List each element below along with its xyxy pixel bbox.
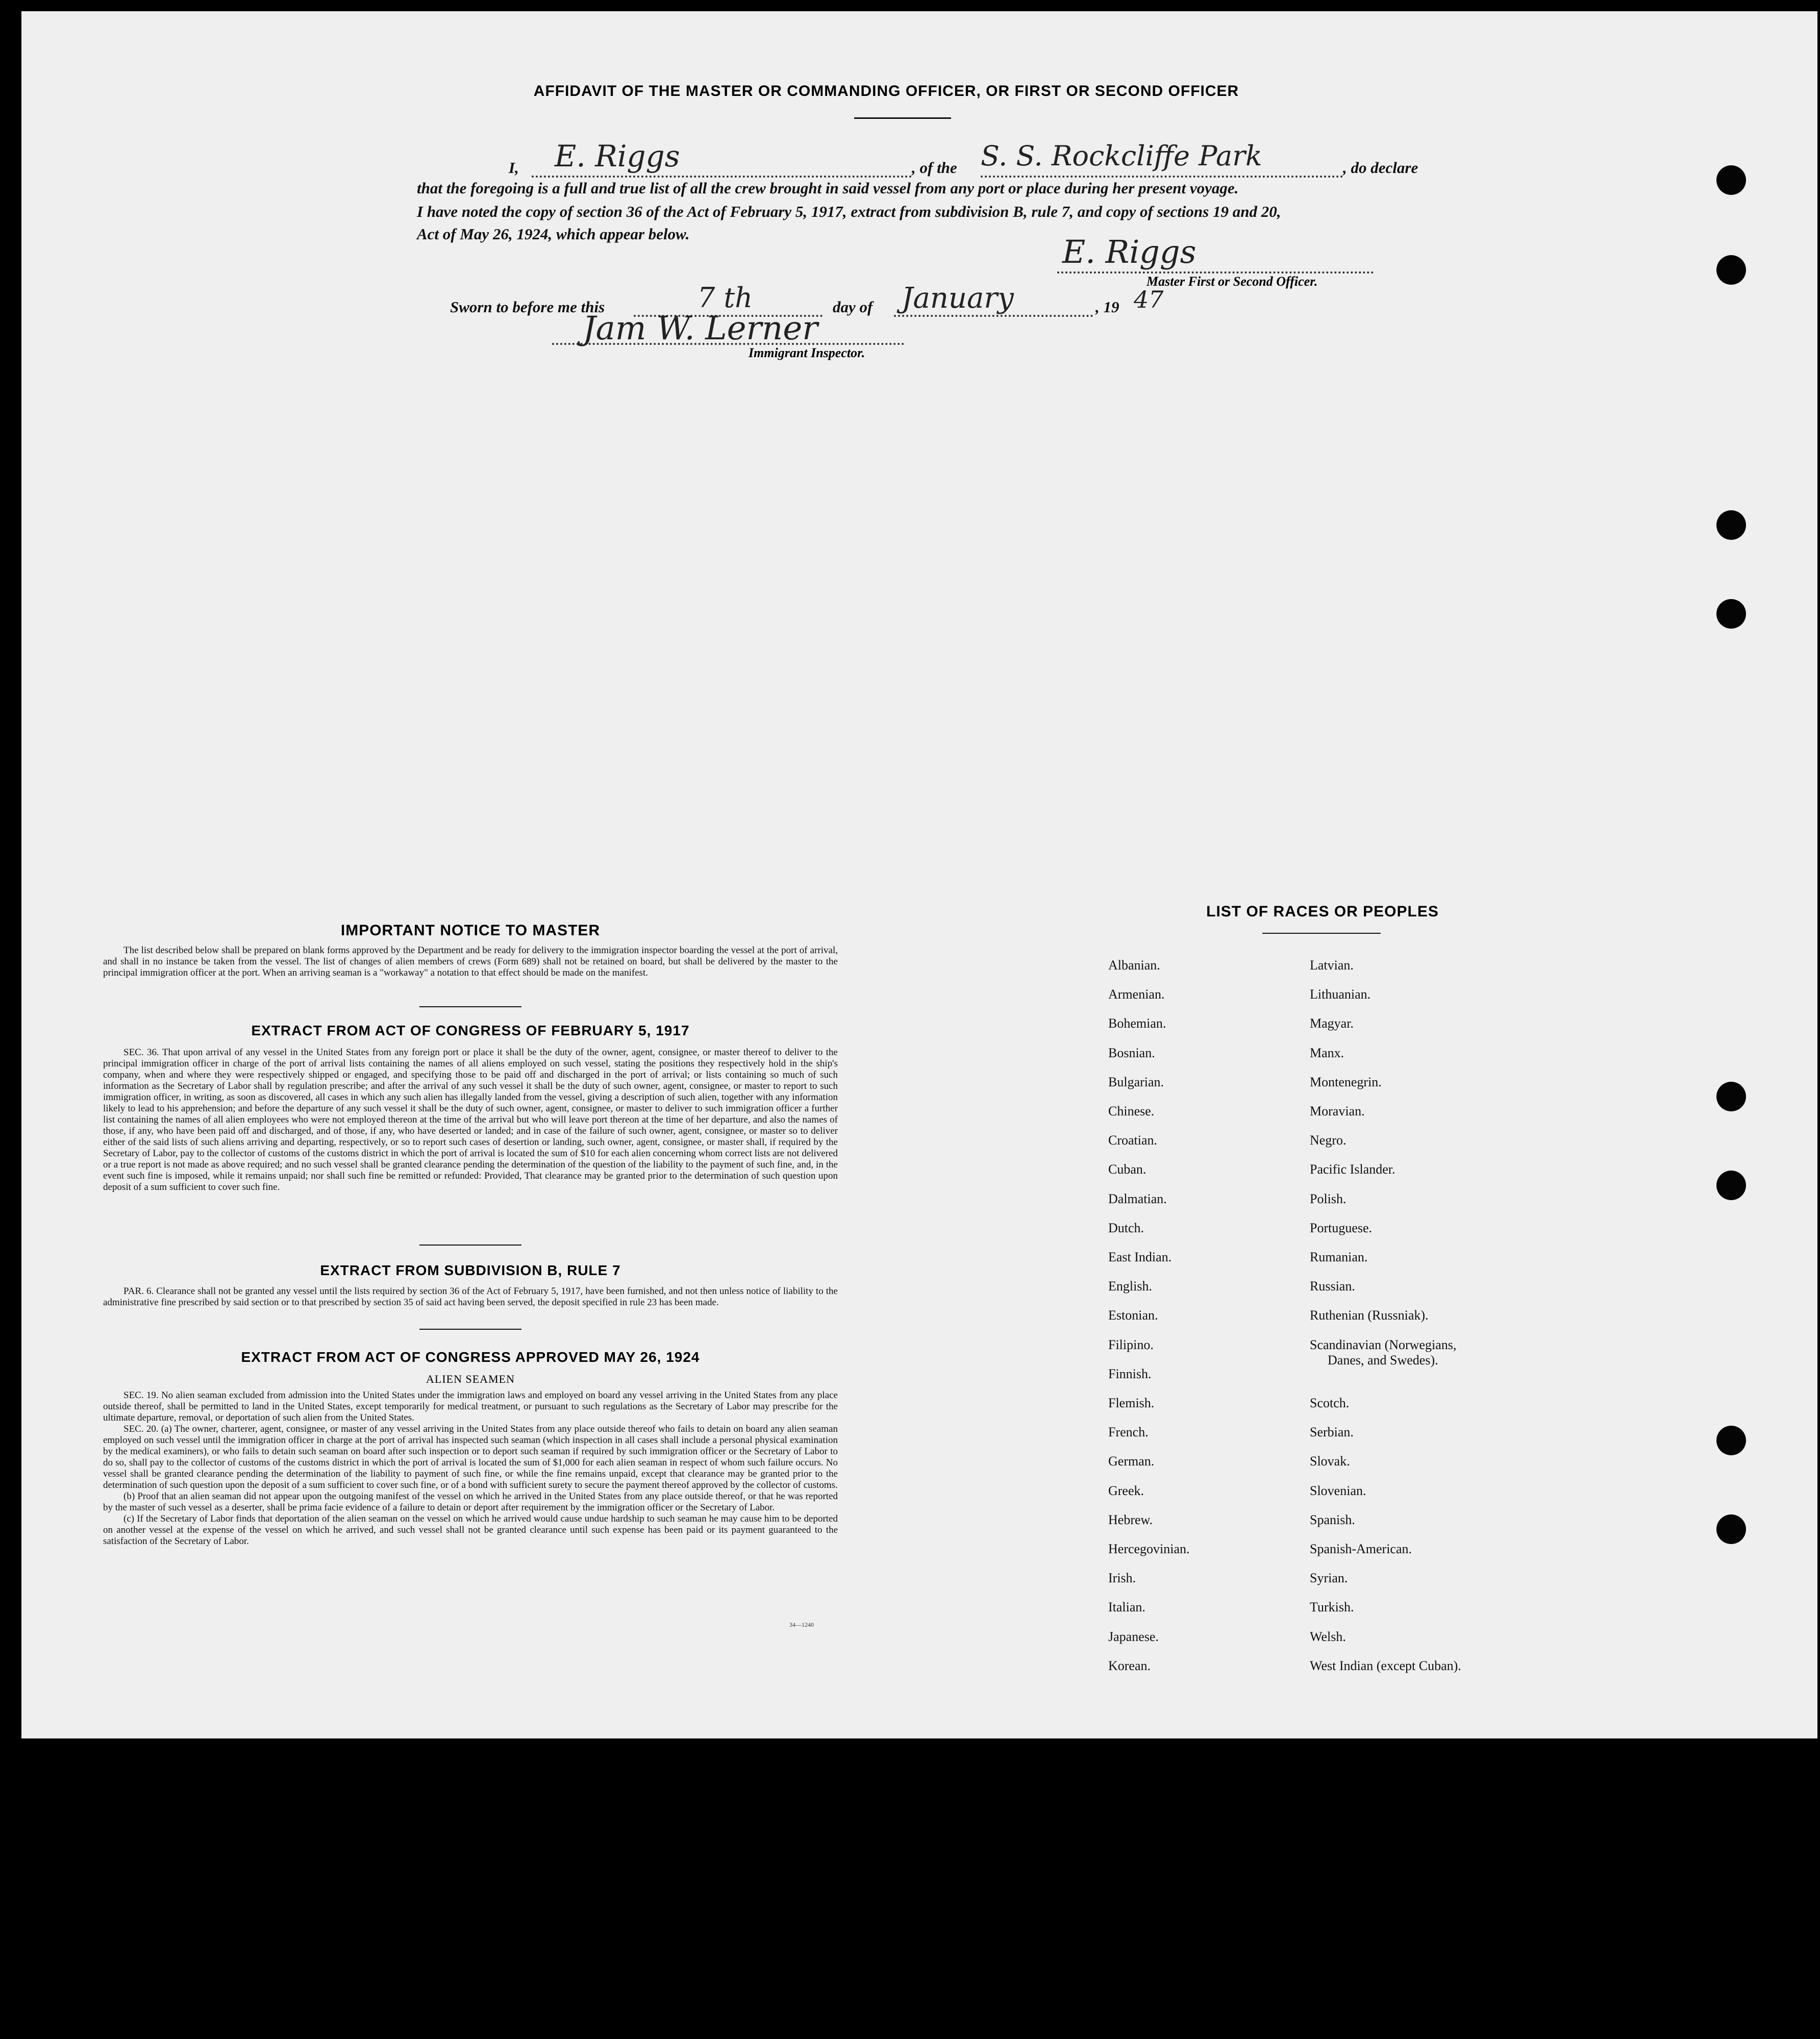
race-item: Manx. [1310, 1045, 1344, 1060]
race-item: Scotch. [1310, 1396, 1350, 1410]
race-item: Japanese. [1108, 1629, 1159, 1644]
race-item: Magyar. [1310, 1016, 1354, 1031]
race-item: Negro. [1310, 1133, 1347, 1148]
race-item: Serbian. [1310, 1425, 1354, 1440]
sworn-prefix: Sworn to before me this [450, 298, 605, 316]
master-name: E. Riggs [555, 139, 680, 173]
race-item: Chinese. [1108, 1104, 1155, 1118]
race-item: Welsh. [1310, 1629, 1346, 1644]
inspector-signature: Jam W. Lerner [583, 310, 818, 347]
sec-20c-text: (c) If the Secretary of Labor finds that deportation of the alien seaman on the vessel on which he arrived would cause undue hardship to such seaman he may cause him to be deported on another vessel at the expense of the vessel on which he arrived, and such vessel shall not be granted clearance until such expense has been paid or its payment guaranteed to the satisfaction of the Secretary of Labor. [103, 1513, 838, 1547]
race-item: Flemish. [1108, 1396, 1155, 1410]
race-item: Italian. [1108, 1600, 1145, 1615]
race-item: Bulgarian. [1108, 1074, 1164, 1089]
race-item: Spanish. [1310, 1512, 1355, 1527]
race-item: Croatian. [1108, 1133, 1158, 1148]
race-item: Polish. [1310, 1191, 1347, 1206]
race-item: Scandinavian (Norwegians, [1310, 1337, 1457, 1352]
binder-hole [1716, 510, 1746, 540]
affidavit-line-3: I have noted the copy of section 36 of the Act of February 5, 1917, extract from subdivision B, rule 7, and copy of sections 19 and 20, [417, 203, 1281, 220]
sworn-day: 7 th [697, 282, 753, 314]
master-signature: E. Riggs [1062, 233, 1196, 270]
signature-line [1057, 271, 1374, 273]
extract-rule7-rule [419, 1329, 521, 1330]
form-code: 34—1240 [789, 1621, 814, 1628]
race-item: Hebrew. [1108, 1512, 1153, 1527]
binder-hole [1716, 165, 1746, 195]
race-item: French. [1108, 1425, 1149, 1440]
sworn-month: January [902, 282, 1014, 315]
extract-rule7-text: PAR. 6. Clearance shall not be granted any vessel until the lists required by section 36 of the Act of February 5, 1917, have been furnished, and not then unless notice of liability to the administrative fine prescribed by said section or to that prescribed by section 35 of said act having been served, the deposit specified in rule 23 has been made. [103, 1286, 838, 1308]
inspector-caption: Immigrant Inspector. [749, 345, 865, 360]
binder-hole [1716, 255, 1746, 285]
race-item: Slovak. [1310, 1454, 1350, 1469]
binder-hole [1716, 1514, 1746, 1544]
race-item: Greek. [1108, 1483, 1144, 1498]
extract-1917-text: SEC. 36. That upon arrival of any vessel in the United States from any foreign port or place it shall be the duty of the owner, agent, consignee, or master thereof to deliver to the principal immigration officer in charge of the port of arrival lists containing the names of all aliens employed on such vessel, stating the positions they respectively hold in the ship's company, when and where they were respectively shipped or engaged, and specifying those to be paid off and discharged in the port of arrival; or lists containing so much of such information as the Secretary of Labor shall by regulation prescribe; and after the arrival of any such vessel it shall be the duty of such owner, agent, consignee, or master to report to such immigration officer, in writing, as soon as discovered, all cases in which any such alien has illegally landed from the vessel, giving a description of such alien, together with any information likely to lead to his apprehension; and before the departure of any such vessel it shall be the duty of such owner, agent, consignee, or master to deliver to such immigration officer a further list containing the names of all alien employees who were not employed thereon at the time of the arrival but who will leave port thereon at the time of her departure, and also the names of those, if any, who have been paid off and discharged, and of those, if any, who have deserted or landed; and in case of the failure of such owner, agent, consignee, or master so to deliver either of the said lists of such aliens arriving and departing, respectively, or so to report such cases of desertion or landing, such owner, agent, consignee, or master shall, if required by the Secretary of Labor, pay to the collector of customs of the customs district in which the port of arrival is located the sum of $10 for each alien concerning whom correct lists are not delivered or a true report is not made as above required; and no such vessel shall be granted clearance pending the determination of the question of the liability to the payment of such fine, and, in the event such fine is imposed, while it remains unpaid; nor shall such fine be remitted or refunded: Provided, That clearance may be granted prior to the determination of such question upon deposit of a sum sufficient to cover such fine. [103, 1047, 838, 1192]
race-item: German. [1108, 1454, 1155, 1469]
extract-rule7-title: EXTRACT FROM SUBDIVISION B, RULE 7 [320, 1262, 621, 1278]
title-rule [854, 117, 951, 119]
sec-20b-text: (b) Proof that an alien seaman did not appear upon the outgoing manifest of the vessel on which he arrived in the United States from any place outside thereof, or that he was reported by the master of such vessel as a deserter, shall be prima facie evidence of a failure to detain or deport after requirement by the immigration officer or the Secretary of Labor. [103, 1491, 838, 1513]
affidavit-line-4: Act of May 26, 1924, which appear below. [417, 225, 690, 243]
extract-1917-title: EXTRACT FROM ACT OF CONGRESS OF FEBRUARY 5, 1917 [251, 1023, 690, 1038]
race-item: Albanian. [1108, 958, 1160, 973]
race-item: Portuguese. [1310, 1220, 1373, 1235]
year-prefix: , 19 [1095, 298, 1119, 316]
binder-hole [1716, 1082, 1746, 1111]
race-item: Moravian. [1310, 1104, 1365, 1118]
race-item: Bosnian. [1108, 1045, 1155, 1060]
extract-1917-rule [419, 1245, 521, 1246]
race-item: Korean. [1108, 1658, 1151, 1673]
race-item: Estonian. [1108, 1308, 1158, 1323]
binder-hole [1716, 1426, 1746, 1455]
race-item: Armenian. [1108, 987, 1165, 1002]
sec-20a-text: SEC. 20. (a) The owner, charterer, agent, consignee, or master of any vessel arriving in the United States from any place outside thereof who fails to detain on board any alien seaman employed on such vessel until the immigration officer in charge at the port of arrival has inspected such seaman (which inspection in all cases shall include a personal physical examination by the medical examiners), or who fails to detain such seaman on board after such inspection or to deport such seaman if required by such immigration officer or the Secretary of Labor to do so, shall pay to the collector of customs of the customs district in which the port of arrival is located the sum of $1,000 for each alien seaman in respect of whom such failure occurs. No vessel shall be granted clearance pending the determination of the liability to payment of such fine, or while the fine remains unpaid, except that clearance may be granted prior to the determination of such question upon the deposit of a sum sufficient to cover such fine, or of a bond with sufficient surety to secure the payment thereof approved by the collector of customs. [103, 1424, 838, 1490]
affidavit-title: AFFIDAVIT OF THE MASTER OR COMMANDING OFFICER, OR FIRST OR SECOND OFFICER [533, 83, 1239, 100]
affidavit-i-label: I, [509, 159, 519, 177]
race-item: Syrian. [1310, 1571, 1348, 1586]
master-signature-caption: Master First or Second Officer. [1146, 274, 1318, 289]
race-item: Cuban. [1108, 1162, 1146, 1177]
binder-hole [1716, 599, 1746, 629]
race-item: Lithuanian. [1310, 987, 1371, 1002]
race-item: Russian. [1310, 1279, 1355, 1294]
affidavit-line-2: that the foregoing is a full and true list of all the crew brought in said vessel from any port or place during her present voyage. [417, 179, 1239, 197]
race-item: Rumanian. [1310, 1250, 1368, 1264]
race-item: Hercegovinian. [1108, 1541, 1190, 1556]
day-of-label: day of [833, 298, 873, 316]
race-item: Turkish. [1310, 1600, 1354, 1615]
extract-1924-body [103, 1390, 838, 1547]
do-declare-label: , do declare [1343, 159, 1418, 177]
race-item: Danes, and Swedes). [1328, 1352, 1438, 1367]
race-item: Slovenian. [1310, 1483, 1366, 1498]
sec-19-text: SEC. 19. No alien seaman excluded from admission into the United States under the immigration laws and employed on board any vessel arriving in the United States from any place outside thereof, shall be permitted to land in the United States, except temporarily for medical treatment, or pursuant to such regulations as the Secretary of Labor may prescribe for the ultimate departure, removal, or deportation of such alien from the United States. [103, 1390, 838, 1423]
race-item: Ruthenian (Russniak). [1310, 1308, 1429, 1323]
race-item: English. [1108, 1279, 1152, 1294]
form-page [21, 11, 1817, 1738]
race-item: Spanish-American. [1310, 1541, 1412, 1556]
notice-title: IMPORTANT NOTICE TO MASTER [340, 922, 601, 939]
vessel-name: S. S. Rockcliffe Park [981, 140, 1262, 172]
races-title: LIST OF RACES OR PEOPLES [1206, 903, 1439, 920]
race-item: Filipino. [1108, 1337, 1154, 1352]
binder-hole [1716, 1171, 1746, 1200]
race-item: Pacific Islander. [1310, 1162, 1395, 1177]
race-item: Latvian. [1310, 958, 1354, 973]
extract-1924-title: EXTRACT FROM ACT OF CONGRESS APPROVED MAY 26, 1924 [241, 1349, 700, 1365]
race-item: Dalmatian. [1108, 1191, 1167, 1206]
extract-1924-subtitle: ALIEN SEAMEN [426, 1373, 515, 1385]
race-item: Finnish. [1108, 1366, 1152, 1381]
sworn-year: 47 [1134, 286, 1164, 313]
notice-text: The list described below shall be prepared on blank forms approved by the Department and be ready for delivery to the immigration inspector boarding the vessel at the port of arrival, and shall in no instance be taken from the vessel. The list of changes of alien members of crews (Form 689) shall not be retained on board, but shall be delivered by the master to the principal immigration officer at the port. When an arriving seaman is a "workaway" a notation to that effect should be made on the manifest. [103, 945, 838, 978]
race-item: West Indian (except Cuban). [1310, 1658, 1461, 1673]
race-item: Bohemian. [1108, 1016, 1166, 1031]
sworn-month-line [894, 315, 1093, 317]
race-item: Irish. [1108, 1571, 1136, 1586]
notice-rule [419, 1006, 521, 1007]
race-item: Dutch. [1108, 1220, 1144, 1235]
races-rule [1262, 933, 1381, 934]
race-item: East Indian. [1108, 1250, 1172, 1264]
of-the-label: , of the [912, 159, 957, 177]
race-item: Montenegrin. [1310, 1074, 1382, 1089]
